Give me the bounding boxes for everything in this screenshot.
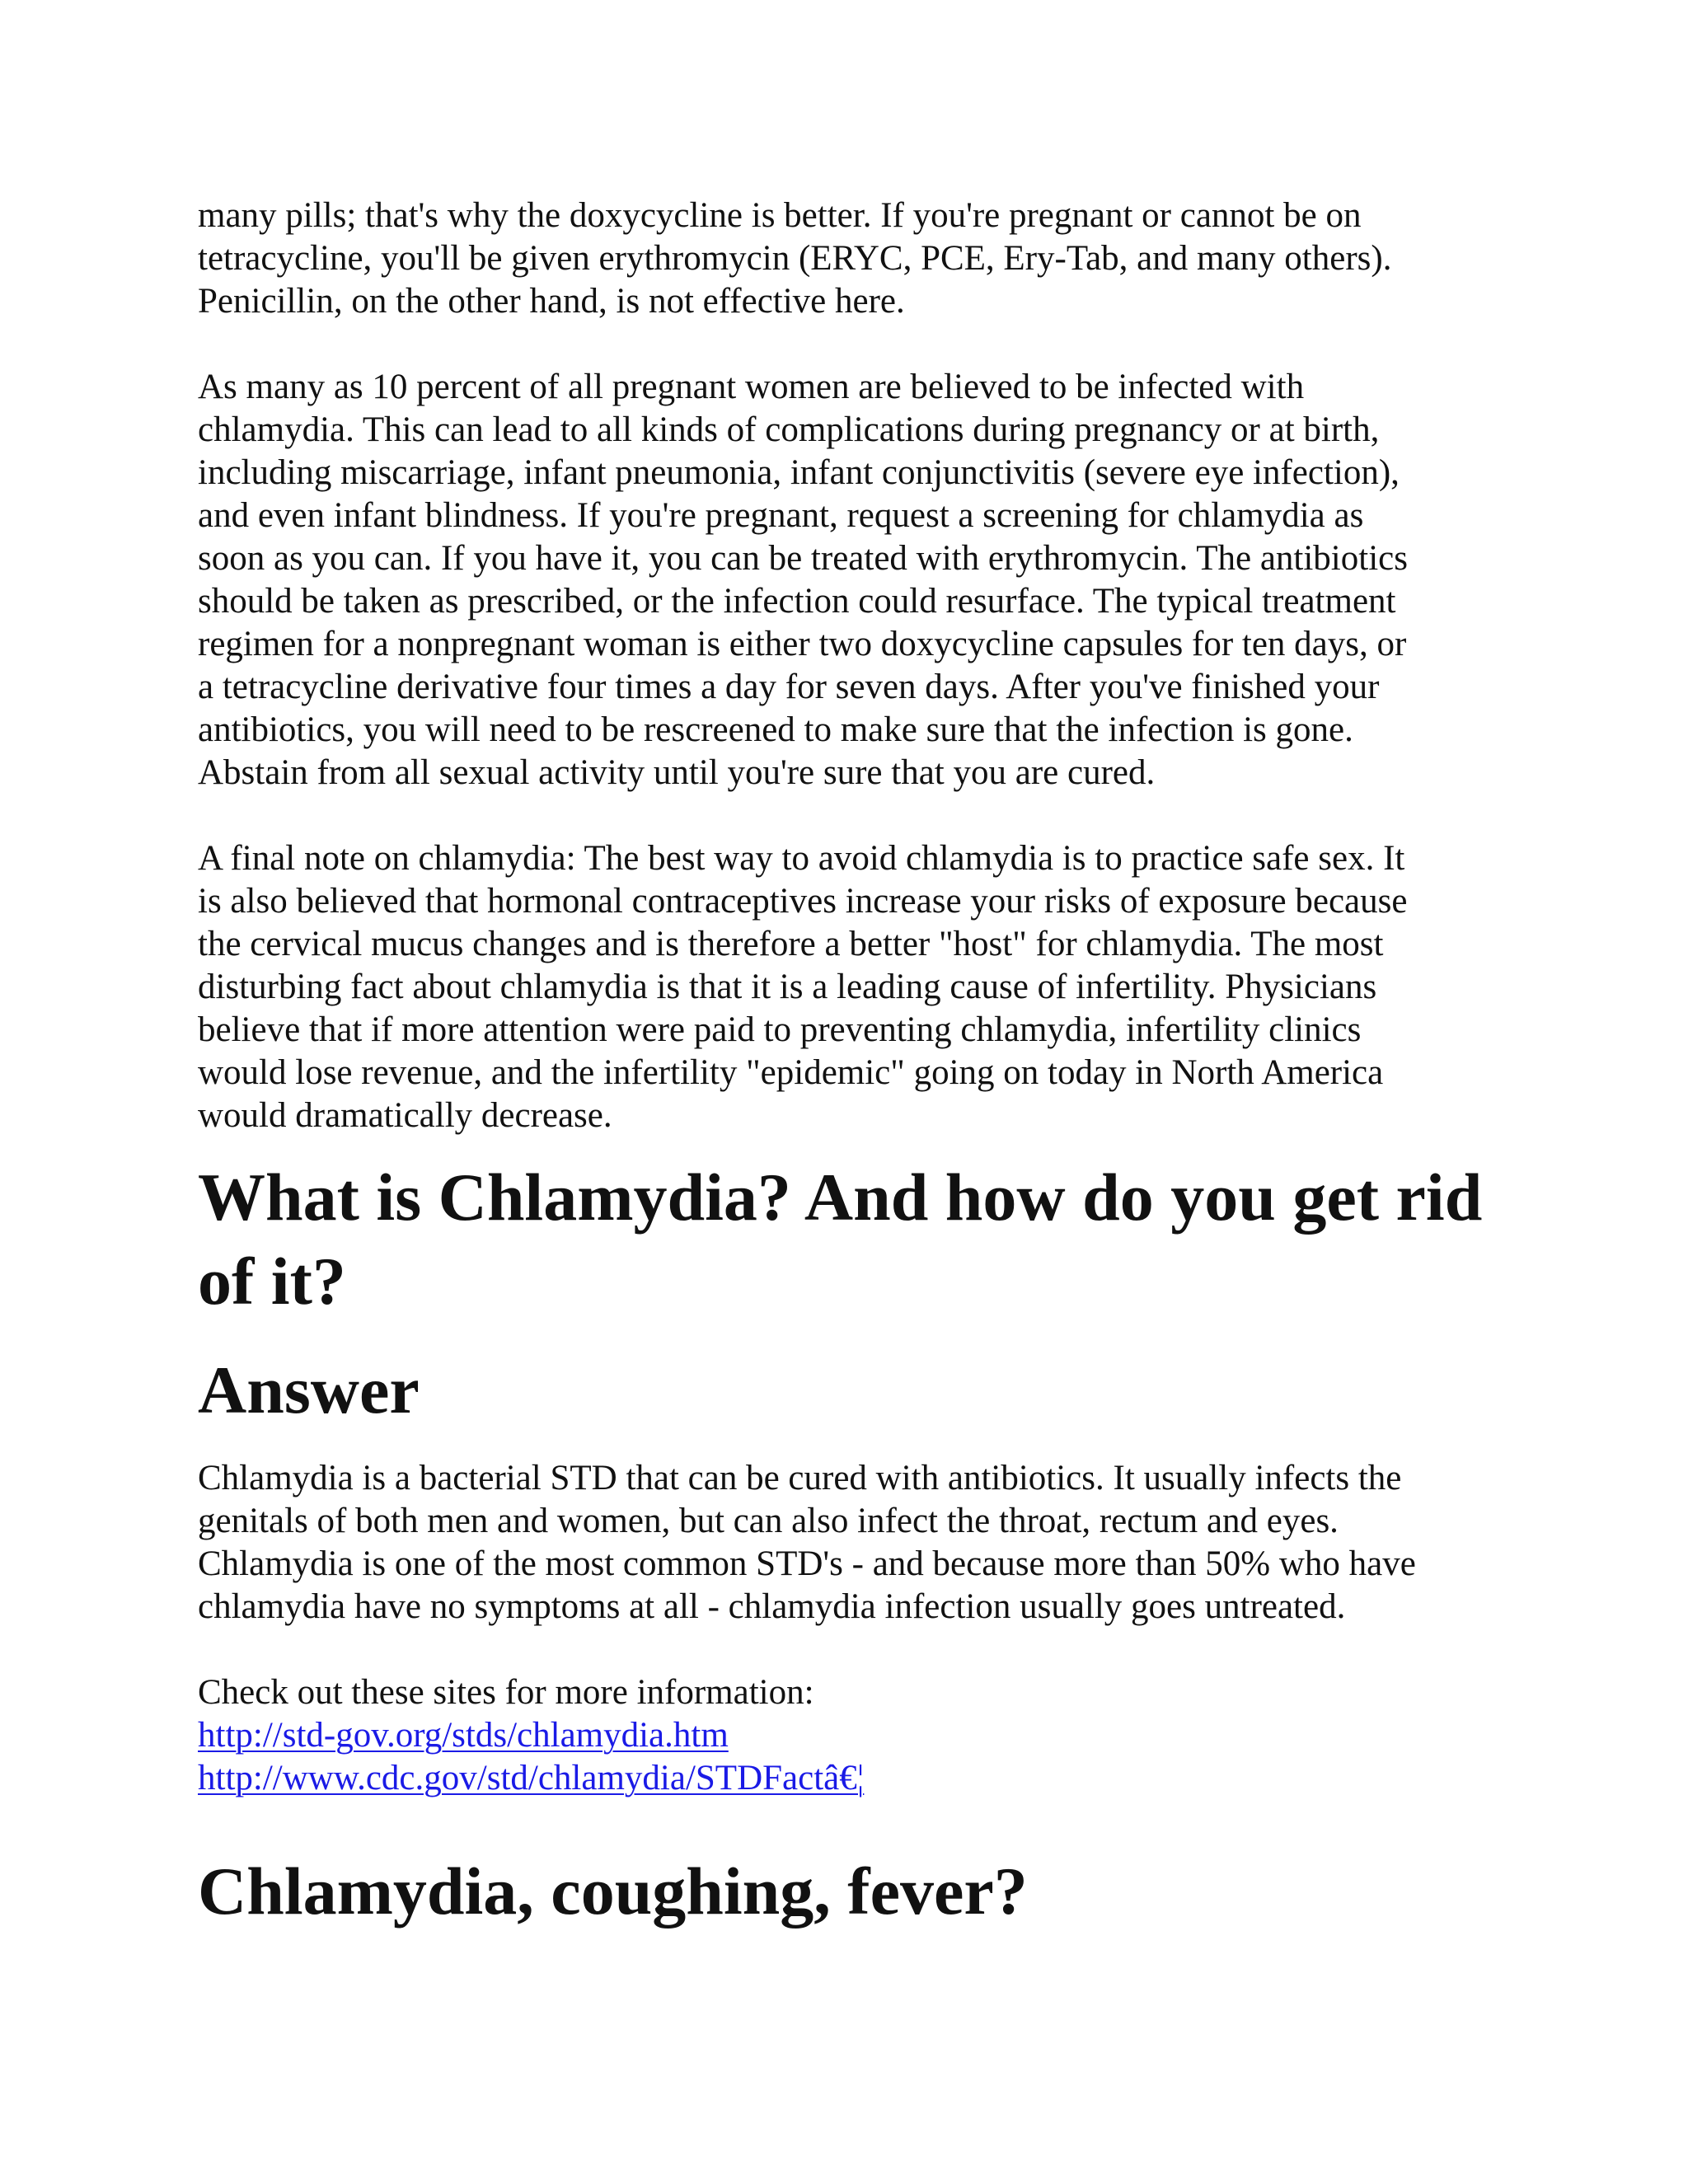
paragraph-final-note (198, 837, 1500, 1137)
text-line: As many as 10 percent of all pregnant women are believed to be infected with (198, 368, 1305, 406)
text-line: is also believed that hormonal contraceptives increase your risks of exposure because (198, 882, 1408, 921)
heading-line: Chlamydia, coughing, fever? (198, 1854, 1028, 1929)
text-line: chlamydia have no symptoms at all - chlamydia infection usually goes untreated. (198, 1587, 1346, 1626)
std-gov-link[interactable]: http://std-gov.org/stds/chlamydia.htm (198, 1716, 729, 1755)
link-line (198, 1714, 1500, 1757)
text-line: genitals of both men and women, but can also infect the throat, rectum and eyes. (198, 1502, 1339, 1540)
text-line: A final note on chlamydia: The best way to avoid chlamydia is to practice safe sex. It (198, 839, 1405, 878)
text-line: including miscarriage, infant pneumonia, infant conjunctivitis (severe eye infection), (198, 453, 1400, 492)
text-line: Chlamydia is a bacterial STD that can be cured with antibiotics. It usually infects the (198, 1459, 1402, 1497)
text-line: believe that if more attention were paid to preventing chlamydia, infertility clinics (198, 1010, 1362, 1049)
heading-line: What is Chlamydia? And how do you get rid (198, 1160, 1483, 1235)
text-line: regimen for a nonpregnant woman is either two doxycycline capsules for ten days, or (198, 625, 1407, 663)
text-line: disturbing fact about chlamydia is that it is a leading cause of infertility. Physicians (198, 968, 1377, 1006)
text-line: Penicillin, on the other hand, is not effective here. (198, 282, 905, 321)
text-line: soon as you can. If you have it, you can be treated with erythromycin. The antibiotics (198, 539, 1408, 578)
heading-line: of it? (198, 1244, 346, 1319)
paragraph-answer (198, 1457, 1500, 1629)
heading-chlamydia-coughing-fever (198, 1849, 1500, 1933)
document-page (198, 194, 1500, 1958)
text-line: would dramatically decrease. (198, 1096, 612, 1135)
text-line: Abstain from all sexual activity until you're sure that you are cured. (198, 753, 1156, 792)
text-line: antibiotics, you will need to be rescreened to make sure that the infection is gone. (198, 710, 1353, 749)
text-line: many pills; that's why the doxycycline is better. If you're pregnant or cannot be on (198, 196, 1362, 235)
text-line: tetracycline, you'll be given erythromycin (ERYC, PCE, Ery-Tab, and many others). (198, 239, 1392, 278)
text-line: would lose revenue, and the infertility "epidemic" going on today in North America (198, 1053, 1384, 1092)
heading-answer (198, 1348, 1500, 1432)
paragraph-pregnancy (198, 366, 1500, 794)
text-line: a tetracycline derivative four times a day for seven days. After you've finished your (198, 668, 1380, 706)
link-line (198, 1757, 1500, 1800)
paragraph-antibiotics (198, 194, 1500, 323)
text-line: chlamydia. This can lead to all kinds of complications during pregnancy or at birth, (198, 410, 1380, 449)
text-line: and even infant blindness. If you're pregnant, request a screening for chlamydia as (198, 496, 1364, 535)
heading-what-is-chlamydia (198, 1155, 1500, 1324)
heading-line: Answer (198, 1352, 420, 1427)
text-line: the cervical mucus changes and is therefore a better "host" for chlamydia. The most (198, 925, 1384, 963)
text-line: Chlamydia is one of the most common STD's - and because more than 50% who have (198, 1544, 1416, 1583)
text-line: should be taken as prescribed, or the infection could resurface. The typical treatment (198, 582, 1396, 621)
more-information-section (198, 1671, 1500, 1800)
links-intro: Check out these sites for more information: (198, 1673, 814, 1712)
cdc-link[interactable]: http://www.cdc.gov/std/chlamydia/STDFactâ€¦ (198, 1759, 865, 1797)
